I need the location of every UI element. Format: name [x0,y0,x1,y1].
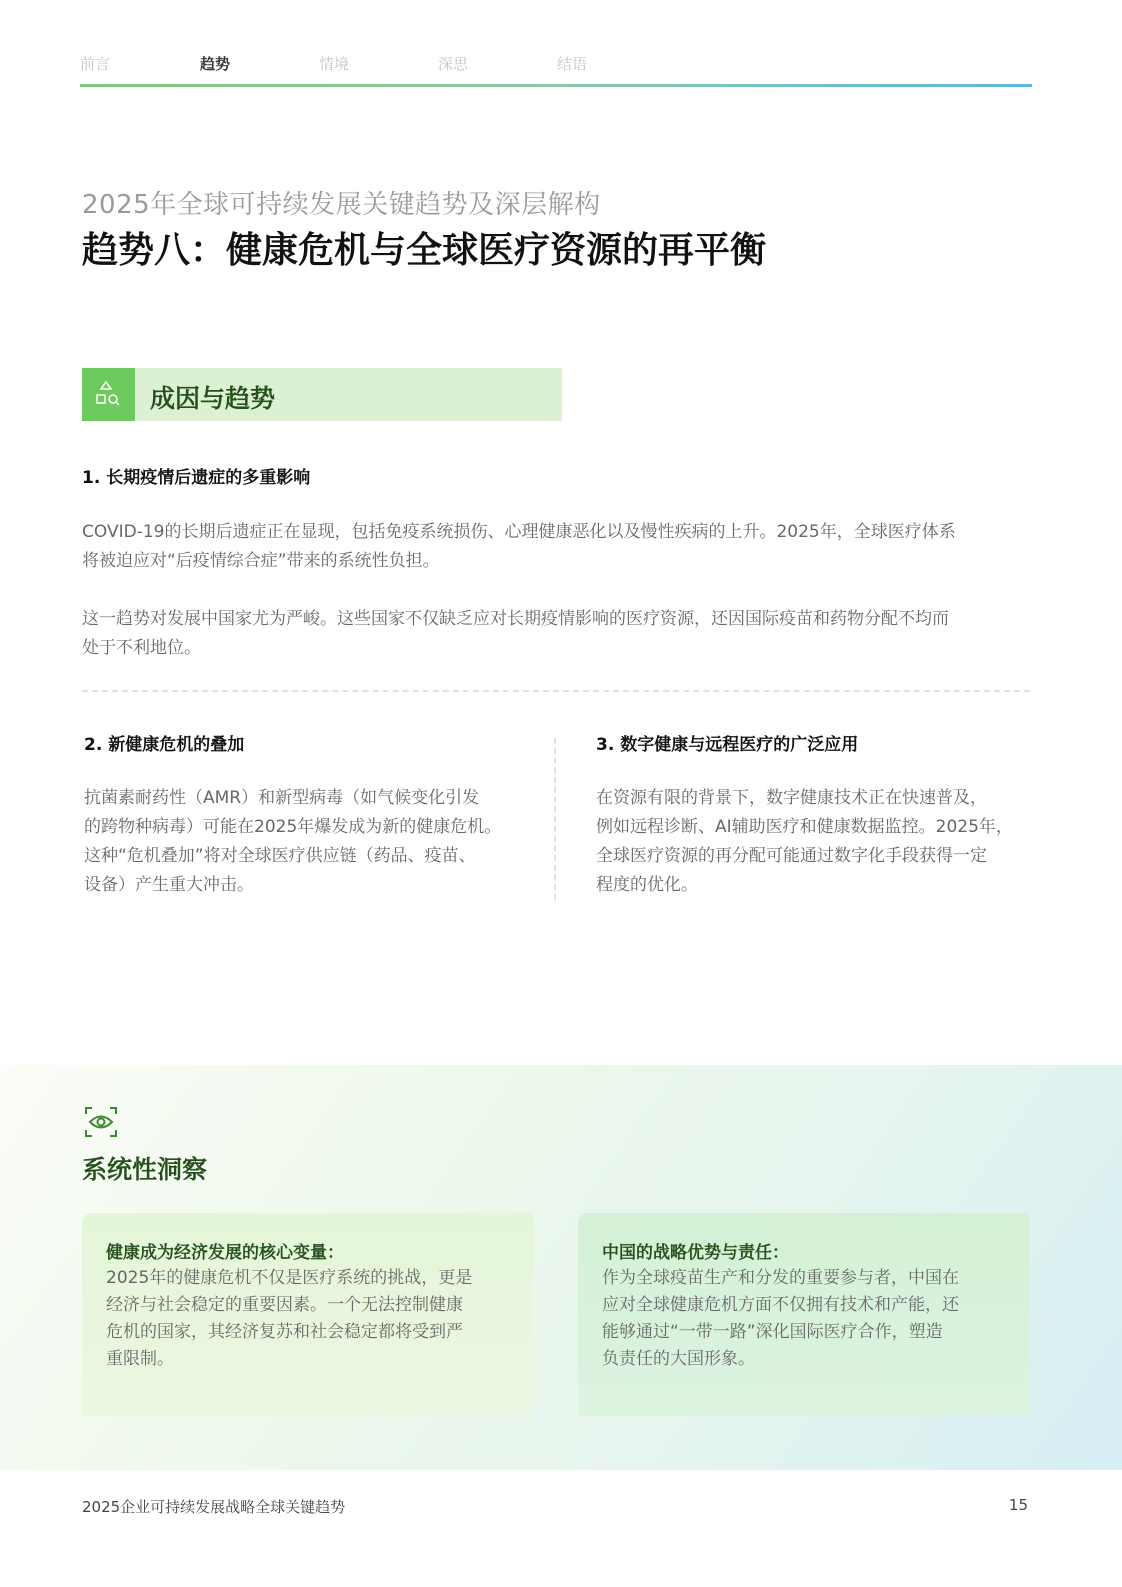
eye-scan-icon [84,1105,118,1139]
page-title: 趋势八：健康危机与全球医疗资源的再平衡 [82,230,767,271]
shapes-search-icon [94,380,123,409]
card-text [602,1265,1012,1373]
footer-document-title: 2025企业可持续发展战略全球关键趋势 [82,1498,346,1516]
text-line: 程度的优化。 [596,875,698,895]
nav-item-preface[interactable]: 前言 [80,55,111,73]
point-2-paragraph [84,784,501,900]
card-title: 中国的战略优势与责任： [602,1243,789,1263]
point-3-paragraph [596,784,1013,900]
text-line: 经济与社会稳定的重要因素。一个无法控制健康 [106,1295,463,1315]
nav-item-trends[interactable]: 趋势 [200,55,231,73]
text-line: 设备）产生重大冲击。 [84,875,254,895]
text-line: 的跨物种病毒）可能在2025年爆发成为新的健康危机。 [84,817,502,837]
text-line: 重限制。 [106,1349,174,1369]
point-1-paragraph-1 [82,518,956,576]
text-line: 抗菌素耐药性（AMR）和新型病毒（如气候变化引发 [84,788,480,808]
page-subtitle: 2025年全球可持续发展关键趋势及深层解构 [82,190,601,220]
text-line: 作为全球疫苗生产和分发的重要参与者，中国在 [602,1268,959,1288]
point-3-heading: 3. 数字健康与远程医疗的广泛应用 [596,735,859,755]
card-title: 健康成为经济发展的核心变量： [106,1243,344,1263]
nav-divider-line [80,84,1032,87]
text-line: 在资源有限的背景下，数字健康技术正在快速普及， [596,788,987,808]
insight-card-health-economy [82,1213,533,1416]
text-line: 危机的国家，其经济复苏和社会稳定都将受到严 [106,1322,463,1342]
text-line: 全球医疗资源的再分配可能通过数字化手段获得一定 [596,846,987,866]
insight-card-china-strategy [578,1213,1029,1416]
text-line: 这一趋势对发展中国家尤为严峻。这些国家不仅缺乏应对长期疫情影响的医疗资源，还因国际疫苗和药物分配不均而 [82,609,949,629]
text-line: 处于不利地位。 [82,638,201,658]
card-text [106,1265,516,1373]
section-banner [82,368,562,421]
text-line: 负责任的大国形象。 [602,1349,755,1369]
text-line: 这种“危机叠加”将对全球医疗供应链（药品、疫苗、 [84,846,476,866]
nav-item-conclusion[interactable]: 结语 [557,55,588,73]
text-line: 2025年的健康危机不仅是医疗系统的挑战，更是 [106,1268,473,1288]
insight-title: 系统性洞察 [82,1155,208,1184]
section-title: 成因与趋势 [150,384,276,413]
point-1-heading: 1. 长期疫情后遗症的多重影响 [82,468,311,488]
vertical-dashed-divider [554,738,556,900]
page-number: 15 [1008,1496,1028,1514]
nav-item-scenarios[interactable]: 情境 [319,55,350,73]
text-line: 例如远程诊断、AI辅助医疗和健康数据监控。2025年， [596,817,1013,837]
text-line: 应对全球健康危机方面不仅拥有技术和产能，还 [602,1295,959,1315]
horizontal-dashed-divider [82,690,1030,692]
point-2-heading: 2. 新健康危机的叠加 [84,735,245,755]
point-1-paragraph-2 [82,605,949,663]
text-line: 能够通过“一带一路”深化国际医疗合作，塑造 [602,1322,943,1342]
top-nav [80,50,1032,90]
section-icon-box [82,368,135,421]
nav-item-reflections[interactable]: 深思 [438,55,469,73]
text-line: COVID-19的长期后遗症正在显现，包括免疫系统损伤、心理健康恶化以及慢性疾病的上升。2025年，全球医疗体系 [82,522,956,542]
text-line: 将被迫应对“后疫情综合症”带来的系统性负担。 [82,551,440,571]
